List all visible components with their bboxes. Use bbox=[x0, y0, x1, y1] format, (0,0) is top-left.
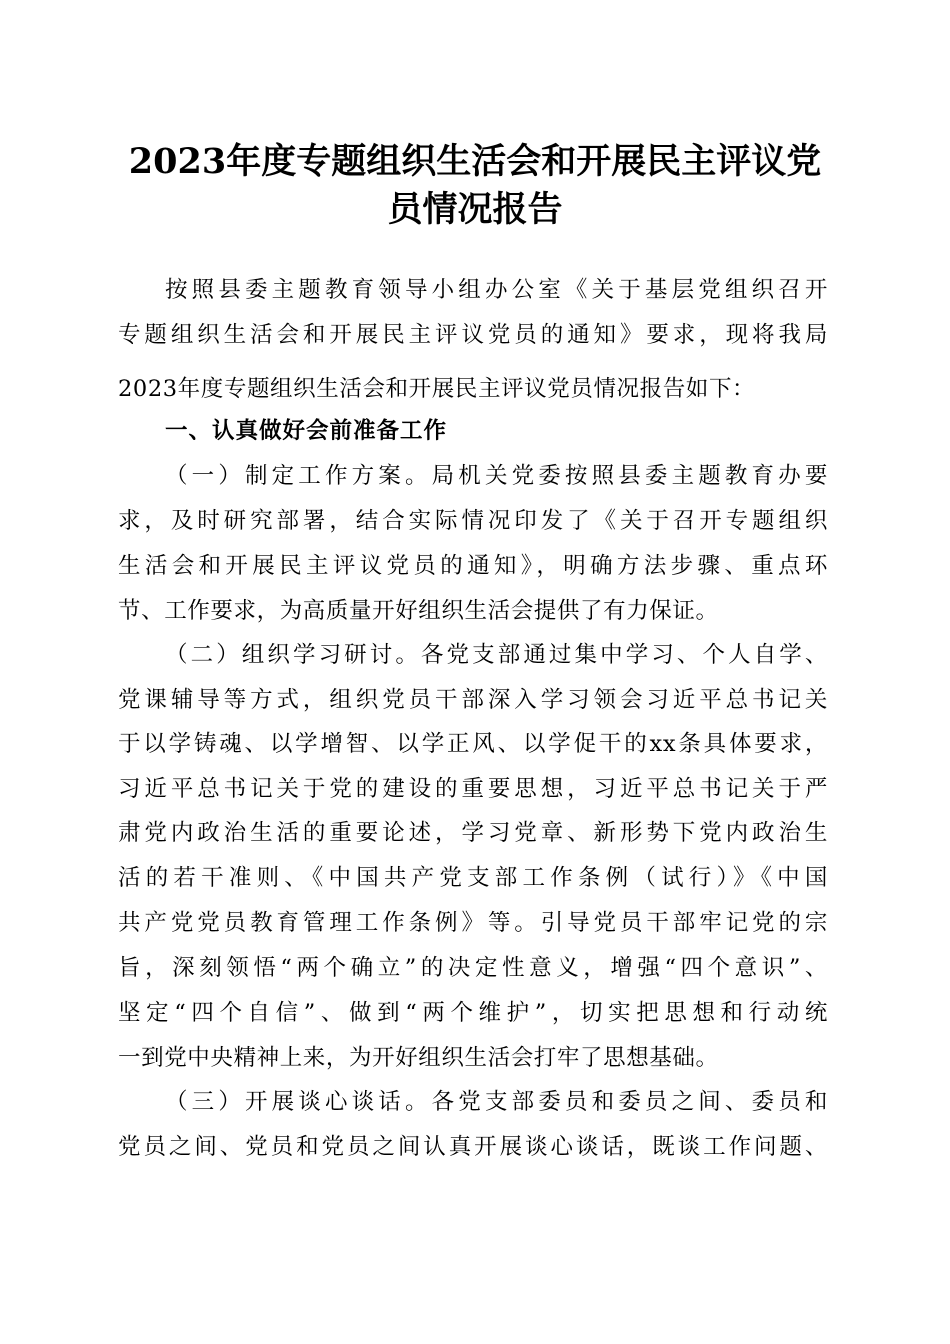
document-title-line-2: 员情况报告 bbox=[387, 189, 563, 230]
paragraph-line: 求，及时研究部署，结合实际情况印发了《关于召开专题组织 bbox=[118, 508, 828, 534]
paragraph-line: 肃党内政治生活的重要论述，学习党章、新形势下党内政治生 bbox=[118, 820, 828, 846]
paragraph-line: 共产党党员教育管理工作条例》等。引导党员干部牢记党的宗 bbox=[118, 910, 828, 936]
paragraph-line: 一到党中央精神上来，为开好组织生活会打牢了思想基础。 bbox=[118, 1045, 719, 1071]
paragraph-line: （一）制定工作方案。局机关党委按照县委主题教育办要 bbox=[165, 463, 828, 489]
paragraph-line: 2023年度专题组织生活会和开展民主评议党员情况报告如下： bbox=[118, 376, 756, 402]
paragraph-line: 节、工作要求，为高质量开好组织生活会提供了有力保证。 bbox=[118, 598, 719, 624]
paragraph-line: 习近平总书记关于党的建设的重要思想，习近平总书记关于严 bbox=[118, 776, 828, 802]
paragraph-line: 党课辅导等方式，组织党员干部深入学习领会习近平总书记关 bbox=[118, 687, 828, 713]
paragraph-line: （二）组织学习研讨。各党支部通过集中学习、个人自学、 bbox=[165, 642, 828, 668]
section-heading: 一、认真做好会前准备工作 bbox=[165, 418, 448, 444]
paragraph-line: 按照县委主题教育领导小组办公室《关于基层党组织召开 bbox=[165, 277, 828, 303]
document-title-line-1: 2023年度专题组织生活会和开展民主评议党 bbox=[128, 141, 822, 182]
paragraph-line: 于以学铸魂、以学增智、以学正风、以学促干的xx条具体要求， bbox=[118, 731, 828, 757]
paragraph-line: 活的若干准则、《中国共产党支部工作条例（试行）》《中国 bbox=[118, 865, 828, 891]
paragraph-line: 旨，深刻领悟“两个确立”的决定性意义，增强“四个意识”、 bbox=[118, 955, 828, 981]
paragraph-line: 党员之间、党员和党员之间认真开展谈心谈话，既谈工作问题、 bbox=[118, 1134, 828, 1160]
paragraph-line: 专题组织生活会和开展民主评议党员的通知》要求，现将我局 bbox=[118, 322, 828, 348]
paragraph-line: 坚定“四个自信”、做到“两个维护”，切实把思想和行动统 bbox=[118, 1000, 828, 1026]
paragraph-line: （三）开展谈心谈话。各党支部委员和委员之间、委员和 bbox=[165, 1089, 828, 1115]
paragraph-line: 生活会和开展民主评议党员的通知》，明确方法步骤、重点环 bbox=[118, 553, 828, 579]
